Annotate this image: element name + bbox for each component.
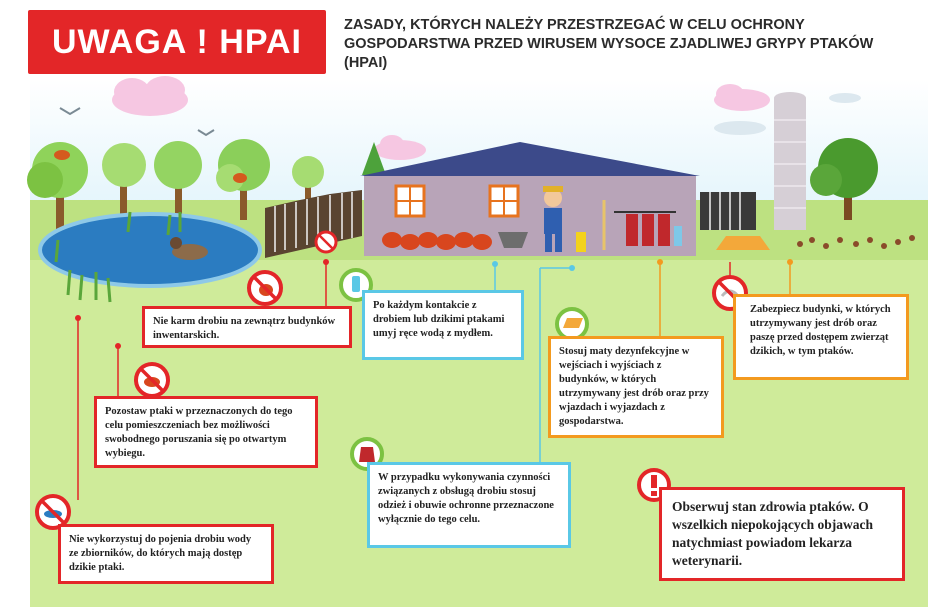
rule-mats: Stosuj maty dezynfekcyjne w wejściach i wyjściach z budynków, w których utrzymywany jest drób oraz przy wjazdach i wyjazdach z gospodarstwa. xyxy=(548,336,724,438)
no-feeding-icon xyxy=(249,272,281,304)
no-free-range-icon xyxy=(136,364,168,396)
disinfection-mat-icon xyxy=(557,309,587,339)
fence xyxy=(700,192,756,230)
rule-observe: Obserwuj stan zdrowia ptaków. O wszelkich niepokojących objawach natychmiast powiadom lekarza weterynarii. xyxy=(659,487,905,581)
badge-text: UWAGA ! HPAI xyxy=(52,22,302,61)
rule-water: Nie wykorzystuj do pojenia drobiu wody ze zbiorników, do których mają dostęp dzikie ptaki. xyxy=(58,524,274,584)
rule-clothing: W przypadku wykonywania czynności związanych z obsługą drobiu stosuj odzież i obuwie ochronne przeznaczone wyłącznie do tego celu. xyxy=(367,462,571,548)
rule-enclosure: Pozostaw ptaki w przeznaczonych do tego celu pomieszczeniach bez możliwości swobodnego poruszania się po otwartym wybiegu. xyxy=(94,396,318,468)
silo xyxy=(774,92,806,230)
pond xyxy=(40,214,260,286)
hpai-warning-badge xyxy=(28,10,326,74)
rule-hands: Po każdym kontakcie z drobiem lub dzikimi ptakami umyj ręce wodą z mydłem. xyxy=(362,290,524,360)
no-wild-bird-icon xyxy=(316,232,336,252)
rule-feeding: Nie karm drobiu na zewnątrz budynków inwentarskich. xyxy=(142,306,352,348)
rule-buildings: Zabezpiecz budynki, w których utrzymywany jest drób oraz paszę przed dostępem zwierząt dzikich, w tym ptaków. xyxy=(733,294,909,380)
page-title: ZASADY, KTÓRYCH NALEŻY PRZESTRZEGAĆ W CELU OCHRONY GOSPODARSTWA PRZED WIRUSEM WYSOCE ZJADLIWEJ GRYPY PTAKÓW (HPAI) xyxy=(344,17,874,71)
